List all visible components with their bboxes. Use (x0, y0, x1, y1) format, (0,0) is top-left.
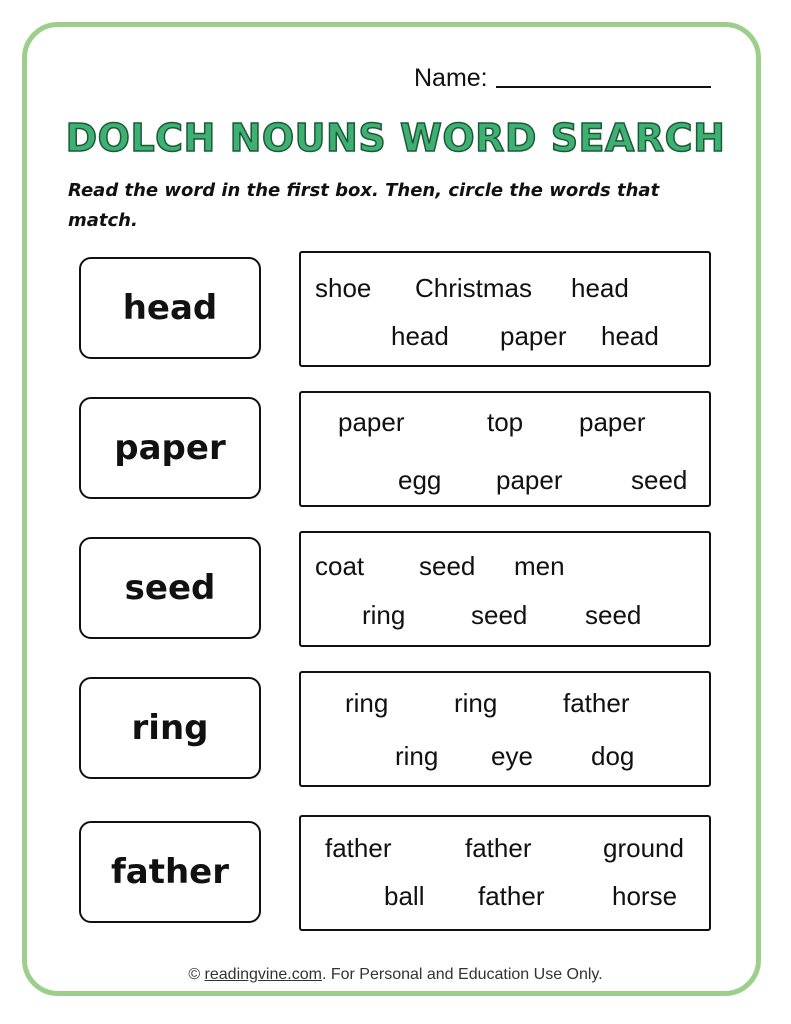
choice-word[interactable]: head (601, 321, 659, 351)
choice-word[interactable]: ring (395, 741, 439, 771)
instructions: Read the word in the first box. Then, circle the words that match. (68, 180, 660, 231)
choice-word[interactable]: father (563, 688, 630, 718)
choice-word[interactable]: eye (491, 741, 533, 771)
choice-word[interactable]: ball (384, 881, 425, 911)
choice-words-box (299, 391, 711, 507)
choice-word[interactable]: head (391, 321, 449, 351)
target-word-box: ring (79, 677, 261, 779)
choice-word[interactable]: head (571, 273, 629, 303)
choice-word[interactable]: men (514, 551, 565, 581)
choice-word[interactable]: seed (631, 465, 688, 495)
choice-word[interactable]: shoe (315, 273, 372, 303)
choice-word[interactable]: top (487, 407, 524, 437)
name-blank-line[interactable] (496, 85, 711, 88)
choice-word[interactable]: paper (496, 465, 563, 495)
choice-word[interactable]: egg (398, 465, 442, 495)
choice-word[interactable]: coat (315, 551, 365, 581)
name-field (414, 64, 711, 93)
choice-word[interactable]: ring (345, 688, 389, 718)
footer-copyright (0, 966, 791, 984)
choice-word[interactable]: paper (338, 407, 405, 437)
choice-words-box (299, 671, 711, 787)
choice-word[interactable]: paper (579, 407, 646, 437)
choice-word[interactable]: ground (603, 833, 684, 863)
target-word-box: father (79, 821, 261, 923)
choice-word[interactable]: paper (500, 321, 567, 351)
usage-notice: . For Personal and Education Use Only. (321, 966, 603, 983)
choice-word[interactable]: seed (471, 600, 528, 630)
choice-word[interactable]: father (478, 881, 545, 911)
target-word-box: head (79, 257, 261, 359)
choice-word[interactable]: Christmas (415, 273, 533, 303)
site-link[interactable]: readingvine.com (204, 966, 322, 983)
choice-word[interactable]: ring (454, 688, 498, 718)
worksheet-title: DOLCH NOUNS WORD SEARCH (65, 116, 726, 160)
target-word-box: seed (79, 537, 261, 639)
choice-words-box (299, 815, 711, 931)
choice-words-box (299, 251, 711, 367)
choice-word[interactable]: father (325, 833, 392, 863)
copyright-symbol: © (188, 966, 205, 983)
target-word-box: paper (79, 397, 261, 499)
choice-word[interactable]: seed (585, 600, 642, 630)
choice-word[interactable]: seed (419, 551, 476, 581)
choice-word[interactable]: ring (362, 600, 406, 630)
choice-words-box (299, 531, 711, 647)
choice-word[interactable]: horse (612, 881, 678, 911)
choice-word[interactable]: dog (591, 741, 635, 771)
name-label: Name: (414, 64, 488, 92)
choice-word[interactable]: father (465, 833, 532, 863)
